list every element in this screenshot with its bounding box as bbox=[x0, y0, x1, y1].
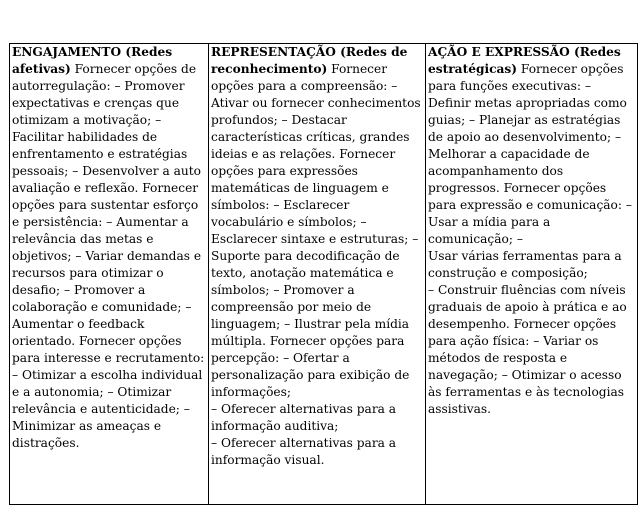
engagement-text: Fornecer opções de autorregulação: – Promover expectativas e crenças que otimizam a motivação; – Facilitar habilidades de enfrentamento e estratégias pessoais; – Desenvolver a auto avaliação e reflexão. Fornecer opções para sustentar esforço e persistência: – Aumentar a relevância das metas e objetivos; – Variar demandas e recursos para otimizar o desafio; – Promover a colaboração e comunidade; – Aumentar o feedback orientado. Fornecer opções para interesse e recrutamento: – Otimizar a escolha individual e a autonomia; – Otimizar relevância e autenticidade; – Minimizar as ameaças e distrações. bbox=[12, 62, 205, 450]
engagement-cell bbox=[10, 44, 209, 505]
principles-table bbox=[9, 43, 638, 505]
action-expression-title: AÇÃO E EXPRESSÃO (Redes estratégicas) bbox=[428, 45, 621, 76]
engagement-title: ENGAJAMENTO (Redes afetivas) bbox=[12, 45, 173, 76]
table-row bbox=[10, 44, 638, 505]
action-expression-text: Fornecer opções para funções executivas: – Definir metas apropriadas como guias; – Planejar as estratégias de apoio ao desenvolvimento; – Melhorar a capacidade de acompanhamento dos progressos. Fornecer opções para expressão e comunicação: – Usar a mídia para a comunicação; – Usar várias ferramentas para a construção e composição; – Construir fluências com níveis graduais de apoio à prática e ao desempenho. Fornecer opções para ação física: – Variar os métodos de resposta e navegação; – Otimizar o acesso às ferramentas e às tecnologias assistivas. bbox=[428, 62, 632, 416]
representation-title: REPRESENTAÇÃO (Redes de reconhecimento) bbox=[211, 45, 408, 76]
representation-cell bbox=[209, 44, 426, 505]
action-expression-cell bbox=[426, 44, 638, 505]
representation-text: Fornecer opções para a compreensão: – Ativar ou fornecer conhecimentos profundos; – Destacar características críticas, grandes ideias e as relações. Fornecer opções para expressões matemáticas de linguagem e símbolos: – Esclarecer vocabulário e símbolos; – Esclarecer sintaxe e estruturas; – Suporte para decodificação de texto, anotação matemática e símbolos; – Promover a compreensão por meio de linguagem; – Ilustrar pela mídia múltipla. Fornecer opções para percepção: – Ofertar a personalização para exibição de informações; – Oferecer alternativas para a informação auditiva; – Oferecer alternativas para a informação visual. bbox=[211, 62, 421, 467]
